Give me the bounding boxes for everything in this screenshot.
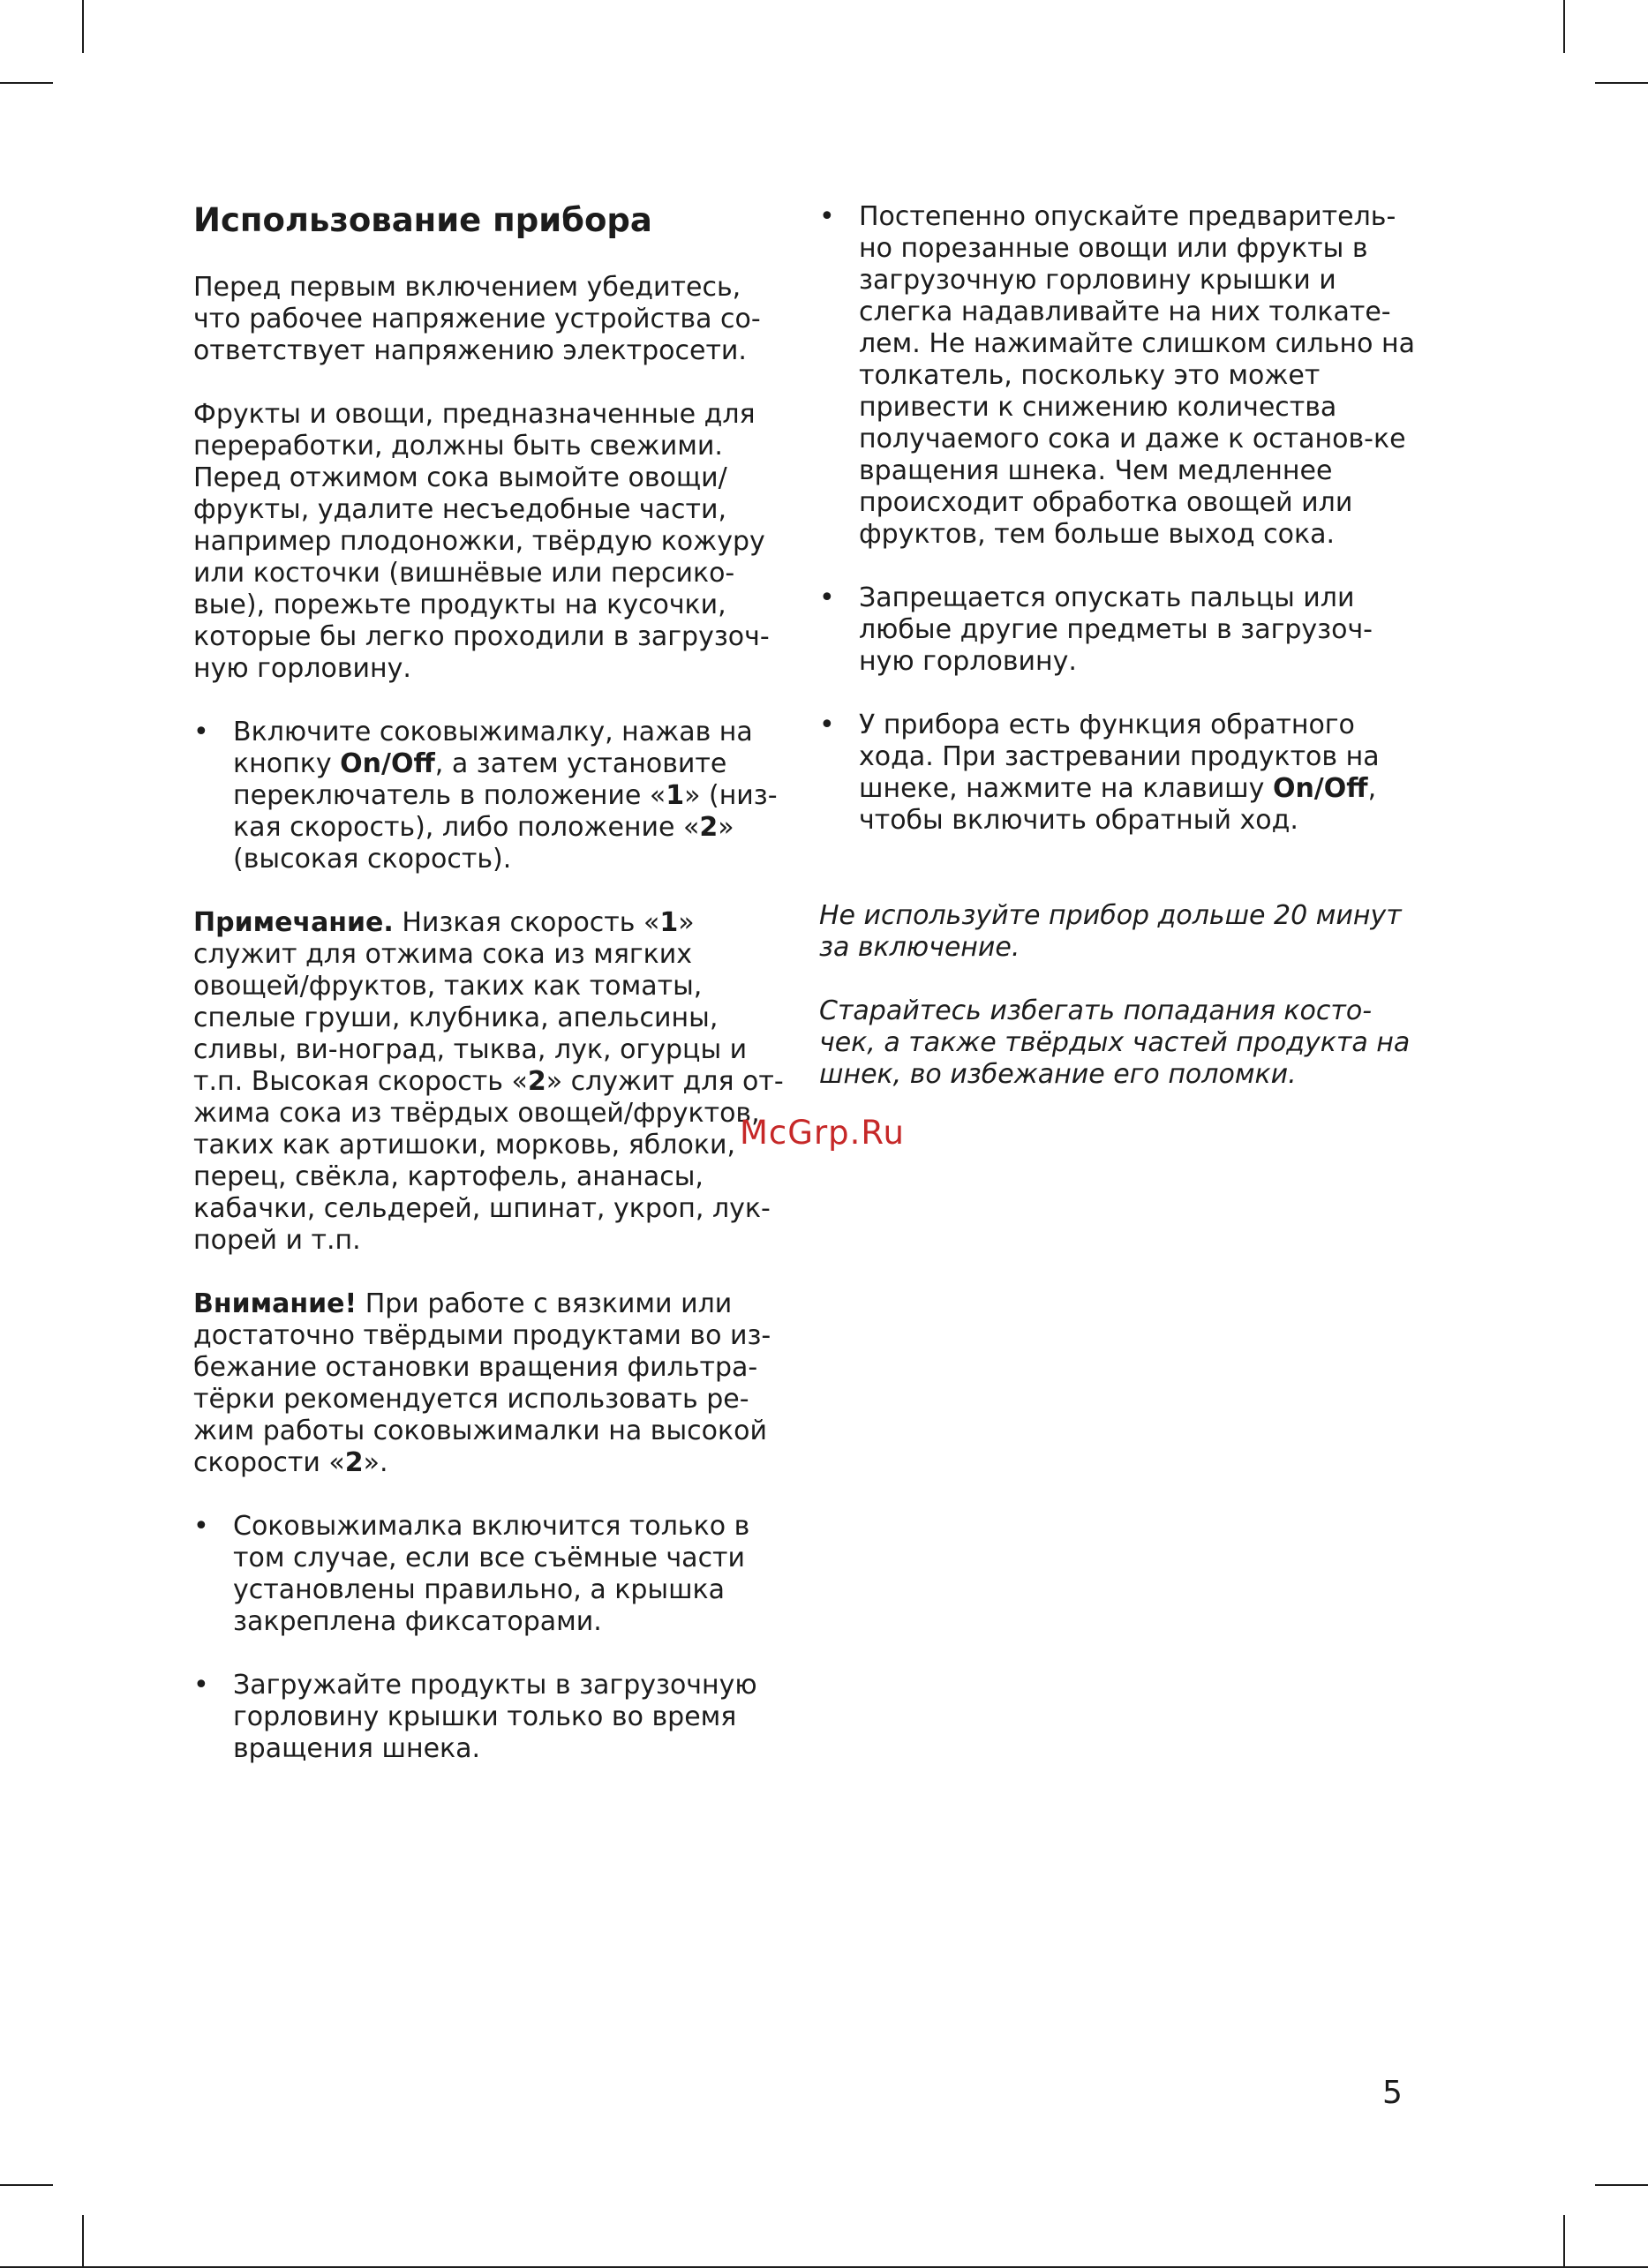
note-text: Низкая скорость «: [393, 907, 660, 938]
bullet-text: Соковыжималка включится только в том случае, если все съёмные части установлены правильно, а крышка закреплена фиксаторами.: [233, 1511, 750, 1637]
crop-mark-top-right-h: [1595, 82, 1648, 84]
page-number: 5: [1382, 2075, 1403, 2111]
warning-text: При работе с вязкими или достаточно твёрдыми продуктами во из-бежание остановки вращения фильтра-тёрки рекомендуется использовать ре-жим работы соковыжималки на высокой скорости «: [193, 1288, 771, 1478]
bold-speed-1: 1: [659, 907, 679, 938]
bullet-text: Включите соковыжималку, нажав на кнопку: [233, 717, 753, 779]
watermark-text: McGrp.Ru: [740, 1114, 905, 1152]
warning-label: Внимание!: [193, 1288, 357, 1319]
left-column: [193, 201, 785, 1797]
bullet-text: , а затем установите переключатель в положение «: [233, 748, 727, 811]
bullet-reverse-function: [819, 710, 1419, 837]
bullet-dot: •: [819, 582, 835, 613]
crop-mark-bottom-right-h: [1595, 2184, 1648, 2186]
crop-mark-bottom-right-v: [1563, 2215, 1565, 2268]
crop-mark-bottom-left-h: [0, 2184, 53, 2186]
bullet-dot: •: [193, 1511, 209, 1542]
crop-mark-top-right-v: [1563, 0, 1565, 53]
bullet-text: » (низ-кая скорость), либо положение «: [233, 780, 778, 843]
bullet-dot: •: [193, 717, 209, 747]
note-label: Примечание.: [193, 907, 394, 938]
crop-mark-top-left-v: [82, 0, 84, 53]
bullet-text: Постепенно опускайте предваритель-но порезанные овощи или фрукты в загрузочную горловину крышки и слегка надавливайте на них толкате-лем. Не нажимайте слишком сильно на толкатель, поскольку это может привести к снижению количества получаемого сока и даже к останов-ке вращения шнека. Чем медленнее происходит обработка овощей или фруктов, тем больше выход сока.: [859, 201, 1415, 550]
bold-speed-2: 2: [699, 812, 719, 843]
intro-paragraph: Перед первым включением убедитесь, что рабочее напряжение устройства со-ответствует напряжению электросети.: [193, 272, 761, 366]
crop-mark-bottom-left-v: [82, 2215, 84, 2268]
warning-text: ».: [363, 1447, 388, 1478]
bullet-text: У прибора есть функция обратного хода. При застревании продуктов на шнеке, нажмите на клавишу: [859, 710, 1380, 804]
bullet-load-products: [193, 1670, 785, 1765]
bullet-dot: •: [819, 201, 835, 232]
bullet-dot: •: [193, 1670, 209, 1701]
right-column: [819, 201, 1419, 1123]
italic-time-limit: Не используйте прибор дольше 20 минут за включение.: [819, 900, 1402, 963]
note-text: » служит для отжима сока из мягких овощей/фруктов, таких как томаты, спелые груши, клубника, апельсины, сливы, ви-ноград, тыква, лук, огурцы и т.п. Высокая скорость «: [193, 907, 748, 1097]
bold-speed-2: 2: [344, 1447, 364, 1478]
bullet-text: Запрещается опускать пальцы или любые другие предметы в загрузоч-ную горловину.: [859, 582, 1373, 677]
bold-speed-2: 2: [527, 1066, 546, 1097]
warning-paragraph: [193, 1288, 785, 1479]
italic-avoid-pits: Старайтесь избегать попадания косто-чек, а также твёрдых частей продукта на шнек, во избежание его поломки.: [819, 995, 1411, 1090]
bullet-text: , чтобы включить обратный ход.: [859, 773, 1377, 836]
section-title: Использование прибора: [193, 201, 652, 239]
bullet-dot: •: [819, 710, 835, 740]
bold-speed-1: 1: [666, 780, 685, 811]
bullet-lower-gradually: [819, 201, 1419, 551]
bold-on-off: On/Off: [340, 748, 435, 779]
crop-mark-top-left-h: [0, 82, 53, 84]
note-paragraph: [193, 907, 785, 1257]
bullet-switch-on: [193, 717, 785, 875]
bullet-no-fingers: [819, 582, 1419, 678]
note-text: » служит для от-жима сока из твёрдых овощей/фруктов, таких как артишоки, морковь, яблоки, перец, свёкла, картофель, ананасы, кабачки, сельдерей, шпинат, укроп, лук-порей и т.п.: [193, 1066, 784, 1256]
bullet-text: Загружайте продукты в загрузочную горловину крышки только во время вращения шнека.: [233, 1670, 757, 1764]
preparation-paragraph: Фрукты и овощи, предназначенные для переработки, должны быть свежими. Перед отжимом сока вымойте овощи/фрукты, удалите несъедобные части, например плодоножки, твёрдую кожуру или косточки (вишнёвые или персико-вые), порежьте продукты на кусочки, которые бы легко проходили в загрузоч-ную горловину.: [193, 399, 770, 684]
bullet-parts-installed: [193, 1511, 785, 1638]
bullet-text: » (высокая скорость).: [233, 812, 734, 875]
bold-on-off: On/Off: [1272, 773, 1368, 804]
